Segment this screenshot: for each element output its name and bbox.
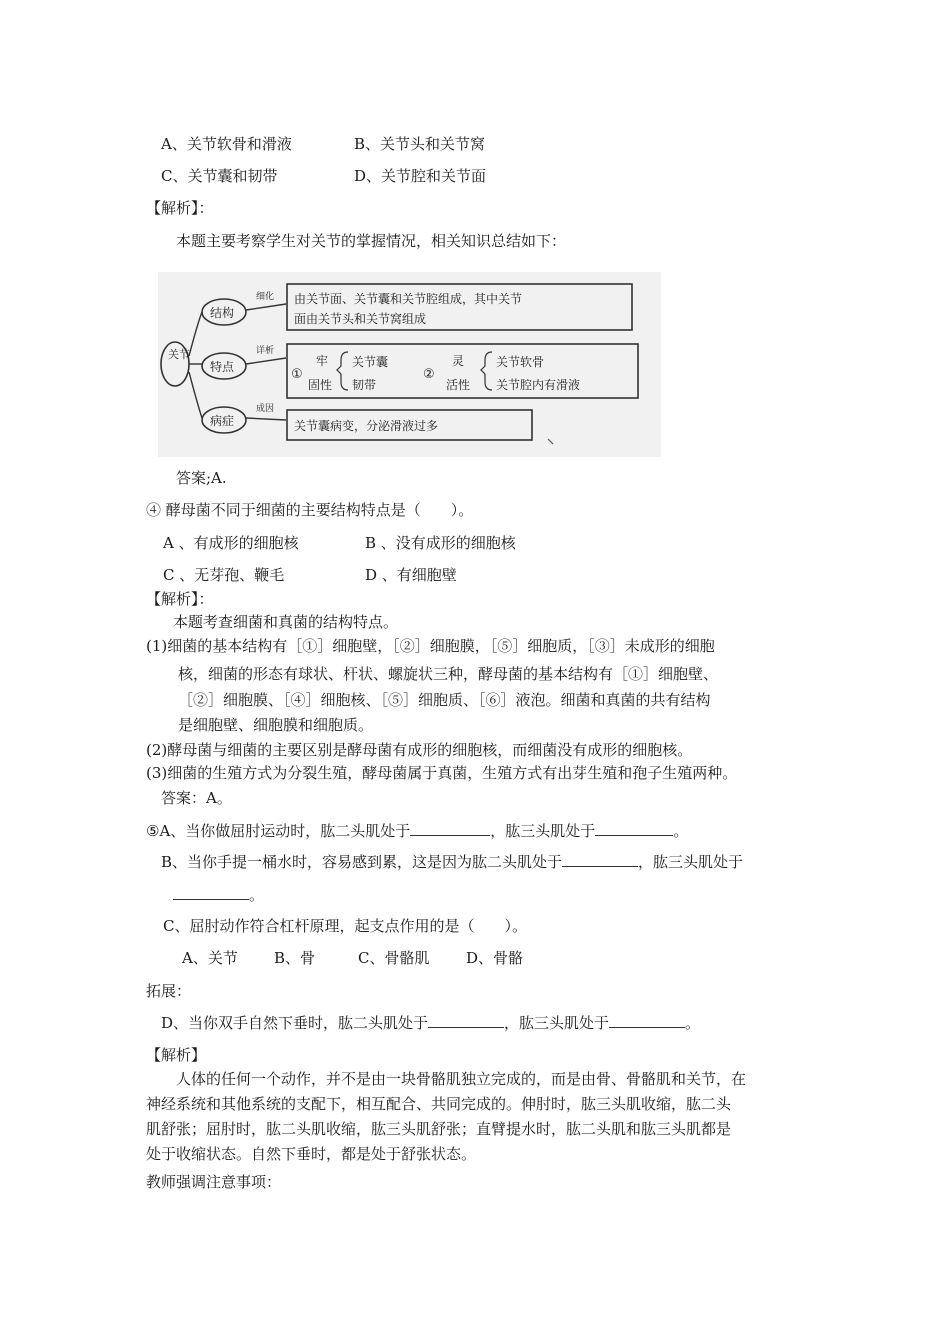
q4-option-b: B 、没有成形的细胞核: [365, 534, 516, 552]
q5-d-text: D、当你双手自然下垂时，肱二头肌处于: [161, 1014, 429, 1032]
q5-explain-line2: 神经系统和其他系统的支配下，相互配合、共同完成的。伸肘时，肱三头肌收缩，肱二头: [146, 1095, 732, 1113]
teacher-notes-heading: 教师强调注意事项：: [146, 1173, 282, 1191]
root-label: 关节: [168, 348, 190, 361]
box2-circle-2: ②: [423, 367, 435, 382]
node-feature: 特点: [210, 360, 235, 374]
q3-answer: 答案;A.: [176, 469, 227, 487]
q4-option-d: D 、有细胞壁: [365, 566, 457, 584]
q5-b: [161, 852, 743, 872]
q5-a-mid: ，肱三头肌处于: [490, 822, 596, 840]
q5-c-option-b: B、骨: [274, 949, 316, 967]
q5-c-option-a: A、关节: [182, 949, 238, 967]
q4-point2: (2)酵母菌与细菌的主要区别是酵母菌有成形的细胞核，而细菌没有成形的细胞核。: [146, 741, 693, 759]
q3-option-c: C、关节囊和韧带: [161, 167, 278, 185]
q3-option-a: A、关节软骨和滑液: [161, 135, 292, 153]
q4-point1-line2: 核，细菌的形态有球状、杆状、螺旋状三种，酵母菌的基本结构有［①］细胞壁、: [178, 665, 719, 683]
q3-jiexi-heading: 【解析】：: [146, 199, 214, 217]
q4-point1-line1: (1)细菌的基本结构有［①］细胞壁，［②］细胞膜，［⑤］细胞质，［③］未成形的细胞: [146, 637, 715, 655]
box2-ling: 灵: [452, 354, 465, 368]
node-disease: 病症: [210, 414, 235, 428]
q5-explain-line4: 处于收缩状态。自然下垂时，都是处于舒张状态。: [146, 1145, 477, 1163]
q4-point1-line4: 是细胞壁、细胞膜和细胞质。: [178, 716, 374, 734]
box1-line2: 面由关节头和关节窝组成: [294, 312, 427, 326]
box2-g1b: 韧带: [352, 378, 377, 392]
q4-point1-line3: ［②］细胞膜、［④］细胞核、［⑤］细胞质、［⑥］液泡。细菌和真菌的共有结构: [178, 691, 711, 709]
box2-lao: 牢: [316, 354, 329, 368]
q5-tuozhan: 拓展：: [146, 982, 192, 1000]
blank[interactable]: [595, 821, 673, 836]
box1-line1: 由关节面、关节囊和关节腔组成，其中关节: [294, 292, 523, 306]
q5-d-end: 。: [685, 1014, 701, 1032]
q5-explain-line3: 肌舒张；屈肘时，肱二头肌收缩，肱三头肌舒张；直臂提水时，肱二头肌和肱三头肌都是: [146, 1120, 732, 1138]
box3-text: 关节囊病变，分泌滑液过多: [294, 419, 439, 433]
edge-label-1: 细化: [256, 292, 275, 302]
q5-jiexi-heading: 【解析】: [146, 1046, 207, 1064]
q5-b-cont: [173, 885, 264, 905]
box2-g2a: 关节软骨: [496, 355, 545, 369]
blank[interactable]: [609, 1013, 685, 1028]
q4-stem: ④ 酵母菌不同于细菌的主要结构特点是（ ）。: [146, 501, 474, 519]
q5-c-option-d: D、骨骼: [466, 949, 524, 967]
q5-b-end: 。: [249, 886, 265, 904]
blank[interactable]: [410, 821, 490, 836]
blank[interactable]: [428, 1013, 504, 1028]
q3-option-d: D、关节腔和关节面: [354, 167, 487, 185]
q4-option-a: A 、有成形的细胞核: [163, 534, 299, 552]
box2-g1a: 关节囊: [352, 355, 389, 369]
q5-d: [161, 1013, 700, 1033]
q5-explain-line1: 人体的任何一个动作，并不是由一块骨骼肌独立完成的，而是由骨、骨骼肌和关节，在: [176, 1070, 747, 1088]
q4-answer: 答案：A。: [161, 789, 232, 807]
q3-intro: 本题主要考察学生对关节的掌握情况，相关知识总结如下：: [176, 232, 567, 250]
q5-a-end: 。: [673, 822, 689, 840]
box2-circle-1: ①: [291, 367, 303, 382]
blank[interactable]: [173, 885, 249, 900]
q4-jiexi-heading: 【解析】：: [146, 590, 214, 608]
q5-c-option-c: C、骨骼肌: [358, 949, 430, 967]
box2-guxing: 固性: [308, 378, 333, 392]
q5-b-mid: ，肱三头肌处于: [638, 853, 744, 871]
q5-a: [146, 821, 688, 841]
box2-g2b: 关节腔内有滑液: [496, 378, 581, 392]
q5-b-text: B、当你手提一桶水时，容易感到累，这是因为肱二头肌处于: [161, 853, 563, 871]
q5-d-mid: ，肱三头肌处于: [504, 1014, 610, 1032]
edge-label-2: 详析: [256, 346, 275, 356]
blank[interactable]: [562, 852, 638, 867]
q4-point3: (3)细菌的生殖方式为分裂生殖，酵母菌属于真菌，生殖方式有出芽生殖和孢子生殖两种。: [146, 764, 738, 782]
q4-intro: 本题考查细菌和真菌的结构特点。: [173, 613, 399, 631]
box2-huoxing: 活性: [446, 378, 471, 392]
q5-a-text: ⑤A、当你做屈肘运动时，肱二头肌处于: [146, 822, 411, 840]
node-structure: 结构: [210, 306, 235, 320]
q5-c-stem: C、屈肘动作符合杠杆原理，起支点作用的是（ ）。: [163, 917, 527, 935]
edge-label-3: 成因: [256, 404, 275, 414]
q3-option-b: B、关节头和关节窝: [354, 135, 486, 153]
q4-option-c: C 、无芽孢、鞭毛: [163, 566, 285, 584]
joint-knowledge-diagram: [158, 272, 661, 457]
